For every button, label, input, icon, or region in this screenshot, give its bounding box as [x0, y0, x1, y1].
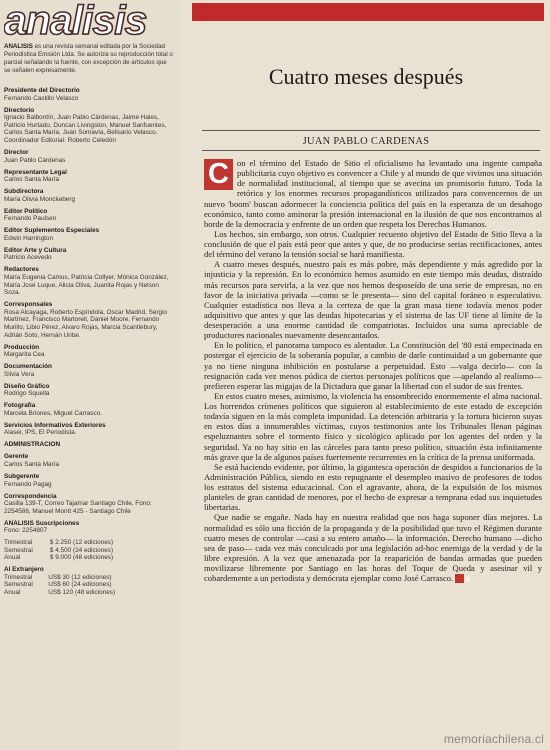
article-column: [182, 0, 550, 750]
staff-section-title: Servicios Informativos Exteriores: [4, 421, 106, 429]
staff-section-title: Diseño Gráfico: [4, 382, 50, 390]
staff-section-title: Editor Político: [4, 207, 48, 215]
paragraph-text: En estos cuatro meses, asimismo, la violencia ha ensombrecido enormemente el alma nacional. Los horrendos crímenes políticos que siguieron al establecimiento de este estado de excepción todavía siguen en la más completa impunidad. La detención arbitraria y la tortura hicieron suyas en estos días a innumerables víctimas, cuyos testimonios ante los Tribunales llenan páginas espeluznantes sobre el tormento físico y sicológico aplicado por los agentes del orden y la seguridad. Ya no hay sitio en las cárceles para tanto preso político, situación ésta infinitamente más grave que la de algunos países fuertemente recurrentes en la crítica de la prensa uniformada.: [204, 390, 542, 462]
staff-list: [4, 87, 176, 596]
staff-section-text: María Eugenia Camus, Patricia Collyer, Mónica González, María José Luque, Alicia Oliva, Juanita Rojas y Nelson Soza.: [4, 274, 169, 297]
staff-section-text: Carlos Santa María: [4, 176, 60, 184]
staff-section-text: Fernando Pagag: [4, 480, 52, 488]
red-header-bar: [192, 3, 544, 21]
staff-section-text: Margarita Cea: [4, 351, 45, 359]
staff-section-text: Patricio Acevedo: [4, 254, 52, 262]
article-paragraph: [204, 462, 542, 513]
end-mark: a: [455, 574, 464, 583]
article-paragraph: [204, 158, 542, 229]
staff-section-title: Editor Suplementos Especiales: [4, 227, 100, 235]
staff-section-title: Editor Arte y Cultura: [4, 246, 67, 254]
paragraph-text: A cuatro meses después, nuestro país es más pobre, más dependiente y más agredido por la injusticia y la represión. En lo económico hemos asumido en este tiempo más deudas, distraído más recursos para servirla, a la vez que nos hemos desposeído de una serie de empresas, no en favor de la iniciativa privada —como se le presenta— sino del capital foráneo o especulativo. Cualquier estadística nos lleva a la certeza de que la gran masa tiene todavía menos poder adquisitivo que antes y que las deudas hipotecarias y el sistema de las UF tiene al límite de la desesperación a una enorme cantidad de compatriotas. Incluidos una suma apreciable de productores nacionales nuevamente desencantados.: [204, 259, 542, 341]
drop-cap: C: [204, 159, 233, 190]
staff-section-text: Rosa Alcayaga, Roberto Espíndola, Oscar Madrid, Sergio Martínez, Francisco Martorell, Daniel Moore, Fernando Murillo, Libio Pérez, Alvaro Rojas, Marcia Scantlebury, Adrián Soto, Hernán Uribe.: [4, 308, 168, 339]
staff-section-text: Ignacio Balbontín, Juan Pablo Cárdenas, Jaime Hales, Patricio Hurtado, Duncan Livingston, Manuel Sanfuentes, Carlos Santa María, Juan Somavía, Belisario Velasco. Coordinador Editorial: Roberto Celedón: [4, 114, 167, 144]
staff-section-text: Casilla 139-T, Correo Tajamar Santiago Chile, Fono: 2254586, Manuel Montt 425 - Santiago Chile: [4, 500, 152, 515]
subscription-price: $ 2.250 (12 ediciones): [49, 538, 114, 546]
author-rule-top: [202, 130, 540, 131]
abroad-title: Al Extranjero: [4, 566, 44, 574]
staff-section-title: Correspondencia: [4, 492, 57, 500]
subscription-price: $ 9.000 (48 ediciones): [49, 554, 114, 562]
subscription-period: Semestral: [4, 546, 33, 554]
subscription-price: US$ 30 (12 ediciones): [48, 573, 112, 581]
staff-section-text: Carlos Santa María: [4, 461, 60, 468]
staff-section-text: Marcela Briones, Miguel Carrasco.: [4, 409, 103, 417]
subscription-row: [4, 581, 144, 589]
analisis-logo: analisis: [4, 0, 147, 40]
intro-text: es una revista semanal editada por la Sociedad Periodística Emisión Ltda. Se autoriza su reproducción total o parcial señalando la fuente, con excepción de artículos que se señalen expresamente.: [4, 43, 173, 74]
subscription-period: Semestral: [4, 581, 33, 589]
subscription-row: [4, 589, 144, 597]
source-watermark: memoriachilena.cl: [443, 732, 544, 746]
staff-section-text: Rodrigo Squella: [4, 390, 50, 398]
staff-section-title: Redactores: [4, 266, 39, 274]
staff-section-text: Fernando Castillo Velasco: [4, 94, 79, 102]
paragraph-text: on el término del Estado de Sitio el oficialismo ha levantado una ingente campaña publicitaria cuyo objetivo es convencer a Chile y al mundo de que vivimos una situación de normalidad institucional, al tiempo que se avecina un promisorio futuro. Toda la retórica y los enormes recursos propagandísticos utilizados para convencernos de un nuevo 'boom' buscan adormecer la conciencia política del país en la esperanza de un desahogo económico, tanto como aminorar la presión internacional en la ilusión de que nos encontramos al borde de la democracia y enfrente de un orden que respeta los Derechos Humanos.: [204, 158, 542, 229]
article-author: JUAN PABLO CARDENAS: [302, 136, 430, 147]
staff-section-title: Fotografía: [4, 402, 36, 410]
staff-section-title: ADMINISTRACION: [4, 441, 61, 449]
subscription-period: Trimestral: [4, 538, 33, 546]
article-paragraph: [204, 391, 542, 462]
article-paragraph: [204, 259, 542, 340]
staff-section-title: Director: [4, 148, 29, 156]
staff-section-title: Gerente: [4, 453, 29, 461]
staff-section-text: Fono: 2254807: [4, 527, 47, 535]
subscription-row: [4, 554, 144, 562]
subscription-period: Anual: [4, 554, 21, 562]
staff-section-title: Corresponsales: [4, 301, 53, 309]
staff-section-title: ANALISIS Suscripciones: [4, 519, 80, 527]
subscription-price: US$ 60 (24 ediciones): [48, 581, 112, 589]
staff-section-title: Subdirectora: [4, 188, 44, 196]
staff-section-text: Fernando Paulsen: [4, 215, 57, 223]
subscription-price: $ 4.500 (24 ediciones): [49, 546, 114, 554]
staff-section-text: María Olivia Monckeberg: [4, 195, 76, 203]
subscription-table: [4, 539, 144, 562]
staff-section-title: Subgerente: [4, 472, 40, 480]
subscription-period: Anual: [4, 588, 21, 596]
article-paragraph: [204, 340, 542, 391]
staff-section-text: Silvia Vera: [4, 370, 35, 378]
subscriptions: [4, 539, 176, 597]
intro-name: ANALISIS: [4, 43, 33, 50]
article-body: [204, 158, 542, 736]
staff-section-title: Producción: [4, 343, 40, 351]
paragraph-text: En lo político, el panorama tampoco es alentador. La Constitución del '80 está empecinada en postergar el ejercicio de la soberanía popular, a cambio de darle continuidad a un gobernante que ya no tiene ninguna inhibición en postularse a perpetuidad. Esto —valga decirlo— con la resignación cada vez menos púdica de ciertos personajes políticos que —apelando al realismo— prefieren esperar las migajas de la Dictadura que ganar la libertad con el sudor de sus frentes.: [204, 340, 542, 391]
subscription-row: [4, 574, 144, 582]
subscription-period: Trimestral: [4, 573, 33, 581]
paragraph-text: Los hechos, sin embargo, son otros. Cualquier recuento objetivo del Estado de Sitio lleva a la conclusión de que el país está peor que antes y que, de no producirse serias rectificaciones, antes del término del verano la tensión social se hará manifiesta.: [204, 228, 542, 260]
article-paragraph: [204, 512, 542, 583]
staff-section-text: Edwin Harrington: [4, 234, 54, 242]
author-rule-bottom: [202, 150, 540, 151]
paragraph-text: Se está haciendo evidente, por último, la gigantesca operación de despidos a funcionarios de la Administración Pública, siendo en esto repugnante el desempleo masivo de profesores de todos los estratos del sistema educacional. Con el agravante, ahora, de la expulsión de los mismos planteles de gran cantidad de menores, por el hecho de expresar a temprana edad sus inquietudes libertarias.: [204, 461, 542, 513]
article-headline: Cuatro meses después: [268, 64, 464, 89]
staff-section-title: Representante Legal: [4, 168, 67, 176]
subscription-row: [4, 547, 144, 555]
staff-section-text: Juan Pablo Cárdenas: [4, 156, 66, 164]
staff-section-title: Presidente del Directorio: [4, 87, 80, 94]
subscription-table: [4, 574, 144, 597]
staff-section-title: Documentación: [4, 363, 52, 371]
masthead-column: [0, 0, 180, 750]
masthead-intro: [4, 43, 174, 75]
paragraph-text: Que nadie se engañe. Nada hay en nuestra realidad que nos haga suponer días mejores. La normalidad es sólo una ficción de la propaganda y de la posibilidad que tuvo el Régimen durante cuatro meses de controlar —casi a su entero amaño— la información. Derecho humano —dicho sea de paso— cada vez más conculcado por una legislación ad-hoc enemiga de la verdad y de la libre expresión. A la vez que amenazada por la reaparición de bandas armadas que pueden movilizarse libremente por Santiago en las horas del Toque de Queda y asesinar vil y cobardemente a un periodista y demócrata ejemplar como José Carrasco.: [204, 512, 542, 584]
subscription-price: US$ 120 (48 ediciones): [48, 588, 116, 596]
subscription-row: [4, 539, 144, 547]
article-paragraph: [204, 229, 542, 259]
staff-section-title: Directorio: [4, 106, 35, 114]
staff-section-text: Alasei, IPS, El Periodista.: [4, 429, 77, 437]
